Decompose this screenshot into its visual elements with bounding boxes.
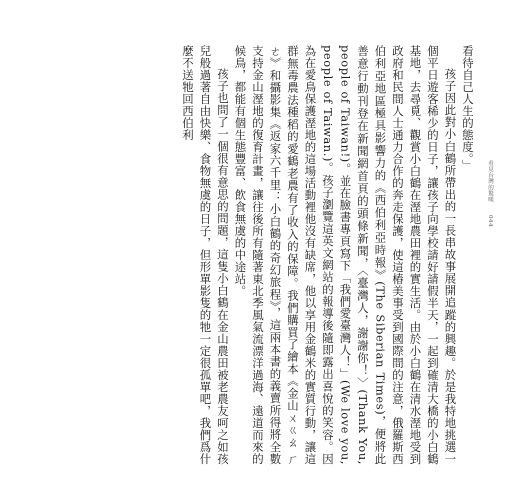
body-text <box>108 45 476 465</box>
paragraph: 孩子也問了一個很有意思的問題，這隻小白鶴在金山農田被老農友呵之如孩兒般過著自由快樂、食物無虞的日子，但形單影隻的牠一定很孤單吧，我們爲什麼不送牠回西伯利 <box>181 45 230 465</box>
paragraph: 孩子因此對小白鶴所帶出的一長串故事展開追蹤的興趣。於是我特地挑選一個平日遊客稀少的日子，讓孩子向學校請好請假半天，一起到確清大橋的小白鶴基地，去尋覓、觀賞小白鶴在溼地農田裡的實生活。由於小白鶴在清水溼地受到政府和民間人士通力合作的奔走保護，使這椿美事受到國際間的注意，俄羅斯西伯利亞地區極具影響力的《西伯利亞時報》(The Siberian Times)，便將此善意行動刊登在新聞網首頁的頭條新聞，〈臺灣人，謝謝你！〉(Thank You, people of Taiwan!)。並在臉書專頁寫下「我們愛臺灣人！」(We love you, people of Taiwan.)。孩子瀏覽這英文網站的報導後隨即露出喜悅的笑容。因為在愛鳥保護溼地的這場活動裡他沒有缺席，他以享用金鶴米的實質行動，讓這群無毒農法種稻的愛鶴老農有了收入的保障。我們購買了繪本《金山ㄨㄍㄠ ㄏㄜ》和攝影集《返家六千里：小白鶴的奇幻旅程》，這兩本書的義賣所得將全數支持金山溼地的復育計畫，讓往後所有隨著東北季風氣流漂洋過海、遠道而來的候鳥，都能有個生態豐富、飲食無虞的中途站。 <box>233 45 458 465</box>
paragraph: 看待自己人生的態度。」 <box>461 45 475 172</box>
page-number: 044 <box>487 214 493 228</box>
running-header <box>486 160 494 227</box>
chapter-title: 看見台灣的驚嘆 <box>487 160 493 203</box>
